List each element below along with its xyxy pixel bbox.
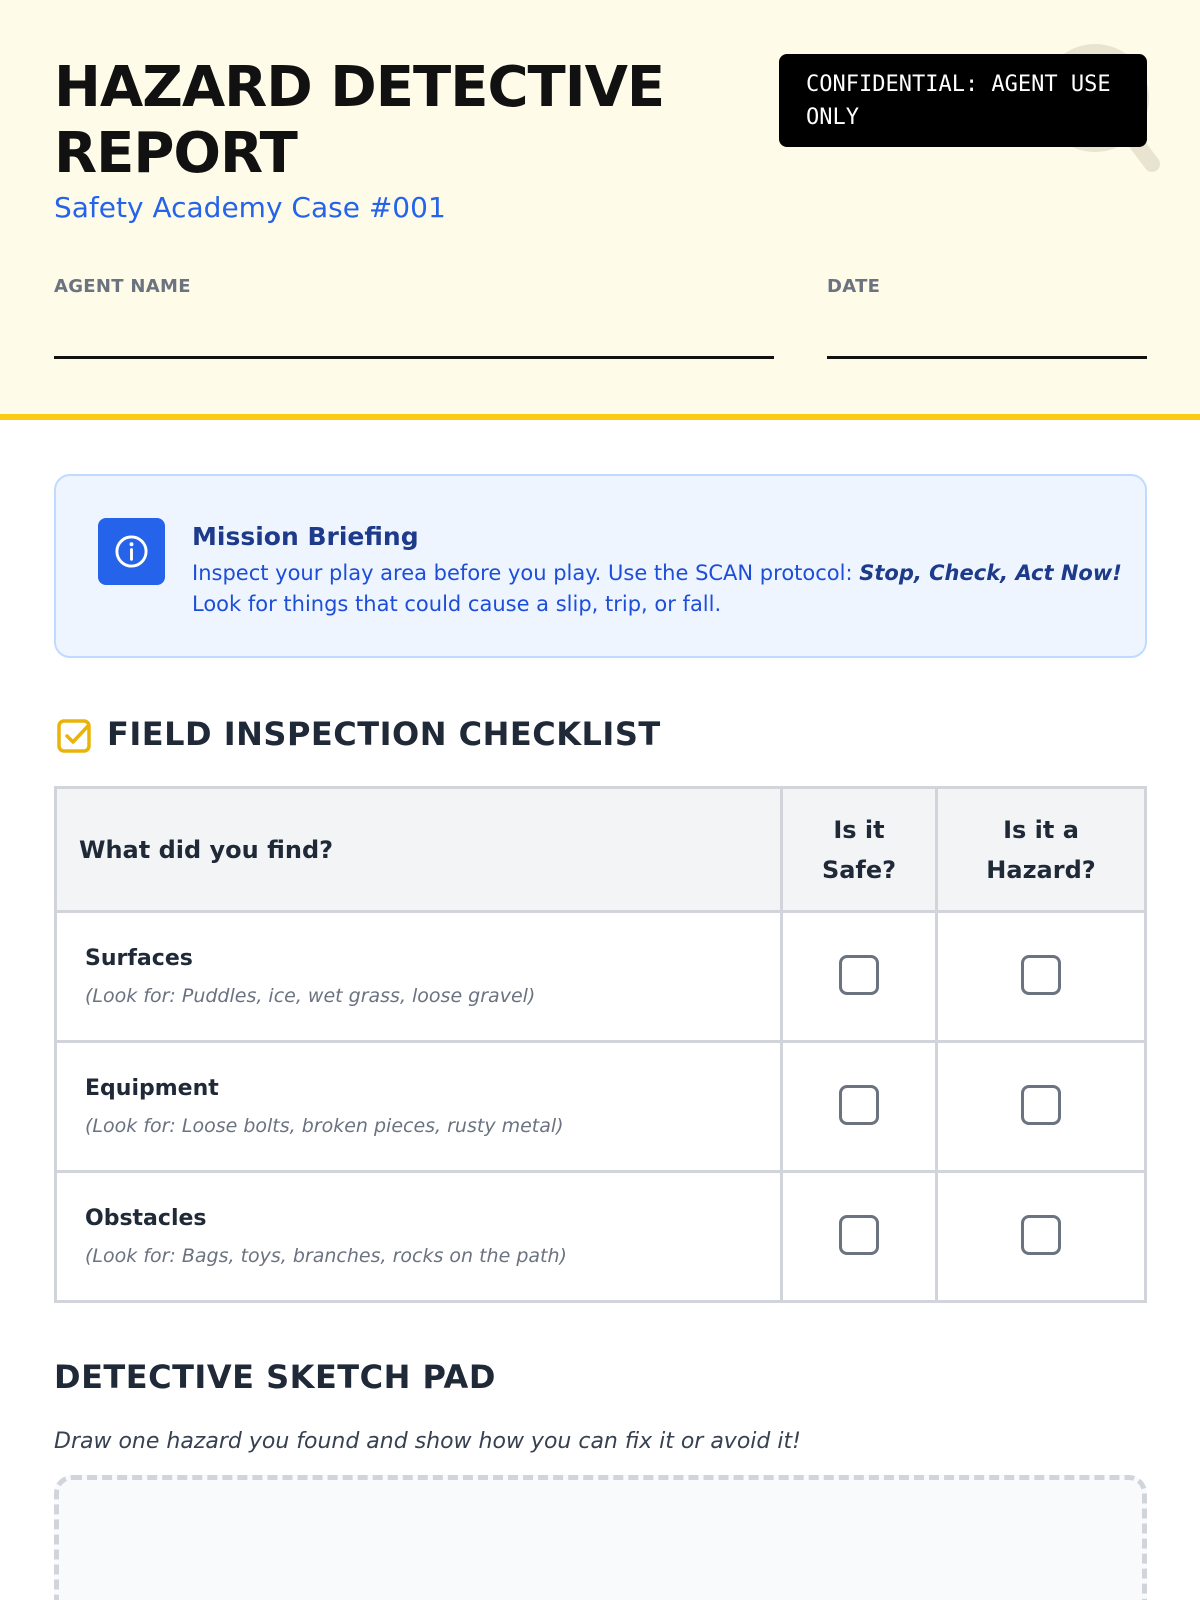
hazard-cell — [937, 1042, 1146, 1172]
sketch-pad-title: DETECTIVE SKETCH PAD — [54, 1358, 496, 1396]
hazard-cell — [937, 912, 1146, 1042]
briefing-title: Mission Briefing — [192, 522, 419, 551]
item-hint: (Look for: Loose bolts, broken pieces, rusty metal) — [85, 1115, 564, 1137]
briefing-text — [192, 558, 1122, 620]
item-hint: (Look for: Bags, toys, branches, rocks on the path) — [85, 1245, 567, 1267]
scan-protocol-emphasis: Stop, Check, Act Now! — [859, 561, 1122, 585]
briefing-text-after: Look for things that could cause a slip, trip, or fall. — [192, 592, 722, 616]
sketch-pad-area[interactable] — [54, 1475, 1147, 1600]
item-name: Obstacles — [85, 1206, 207, 1231]
column-header-safe-line1: Is it — [833, 815, 885, 844]
safe-cell — [782, 1042, 937, 1172]
page-title: HAZARD DETECTIVE REPORT — [54, 55, 665, 186]
item-name: Equipment — [85, 1076, 219, 1101]
safe-cell — [782, 912, 937, 1042]
column-header-safe-line2: Safe? — [821, 855, 897, 884]
table-row — [56, 912, 1146, 1042]
confidential-badge: CONFIDENTIAL: AGENT USE ONLY — [779, 54, 1147, 147]
column-header-hazard-line2: Hazard? — [986, 855, 1096, 884]
case-subtitle: Safety Academy Case #001 — [54, 191, 446, 224]
hazard-cell — [937, 1172, 1146, 1302]
checklist-title: FIELD INSPECTION CHECKLIST — [107, 715, 661, 753]
column-header-safe — [782, 788, 937, 912]
table-row — [56, 1172, 1146, 1302]
date-label: DATE — [827, 276, 881, 297]
safe-cell — [782, 1172, 937, 1302]
column-header-hazard — [937, 788, 1146, 912]
agent-name-label: AGENT NAME — [54, 276, 191, 297]
info-icon — [98, 518, 165, 585]
hazard-checkbox[interactable] — [1021, 1215, 1061, 1255]
hazard-checkbox[interactable] — [1021, 1085, 1061, 1125]
column-header-find: What did you find? — [56, 788, 782, 912]
column-header-hazard-line1: Is it a — [1003, 815, 1079, 844]
item-name: Surfaces — [85, 946, 193, 971]
safe-checkbox[interactable] — [839, 955, 879, 995]
hazard-checkbox[interactable] — [1021, 955, 1061, 995]
briefing-text-before: Inspect your play area before you play. Use the SCAN protocol: — [192, 561, 860, 585]
agent-name-field[interactable] — [54, 356, 774, 359]
item-hint: (Look for: Puddles, ice, wet grass, loose gravel) — [85, 985, 536, 1007]
safe-checkbox[interactable] — [839, 1085, 879, 1125]
sketch-instructions: Draw one hazard you found and show how you can fix it or avoid it! — [54, 1429, 801, 1454]
table-row — [56, 1042, 1146, 1172]
item-cell — [56, 912, 782, 1042]
mission-briefing — [54, 474, 1147, 658]
inspection-checklist-table — [54, 786, 1147, 1303]
checkbox-checked-icon — [56, 718, 92, 754]
item-cell — [56, 1172, 782, 1302]
report-header — [0, 0, 1200, 420]
safe-checkbox[interactable] — [839, 1215, 879, 1255]
table-header-row — [56, 788, 1146, 912]
date-field[interactable] — [827, 356, 1147, 359]
item-cell — [56, 1042, 782, 1172]
